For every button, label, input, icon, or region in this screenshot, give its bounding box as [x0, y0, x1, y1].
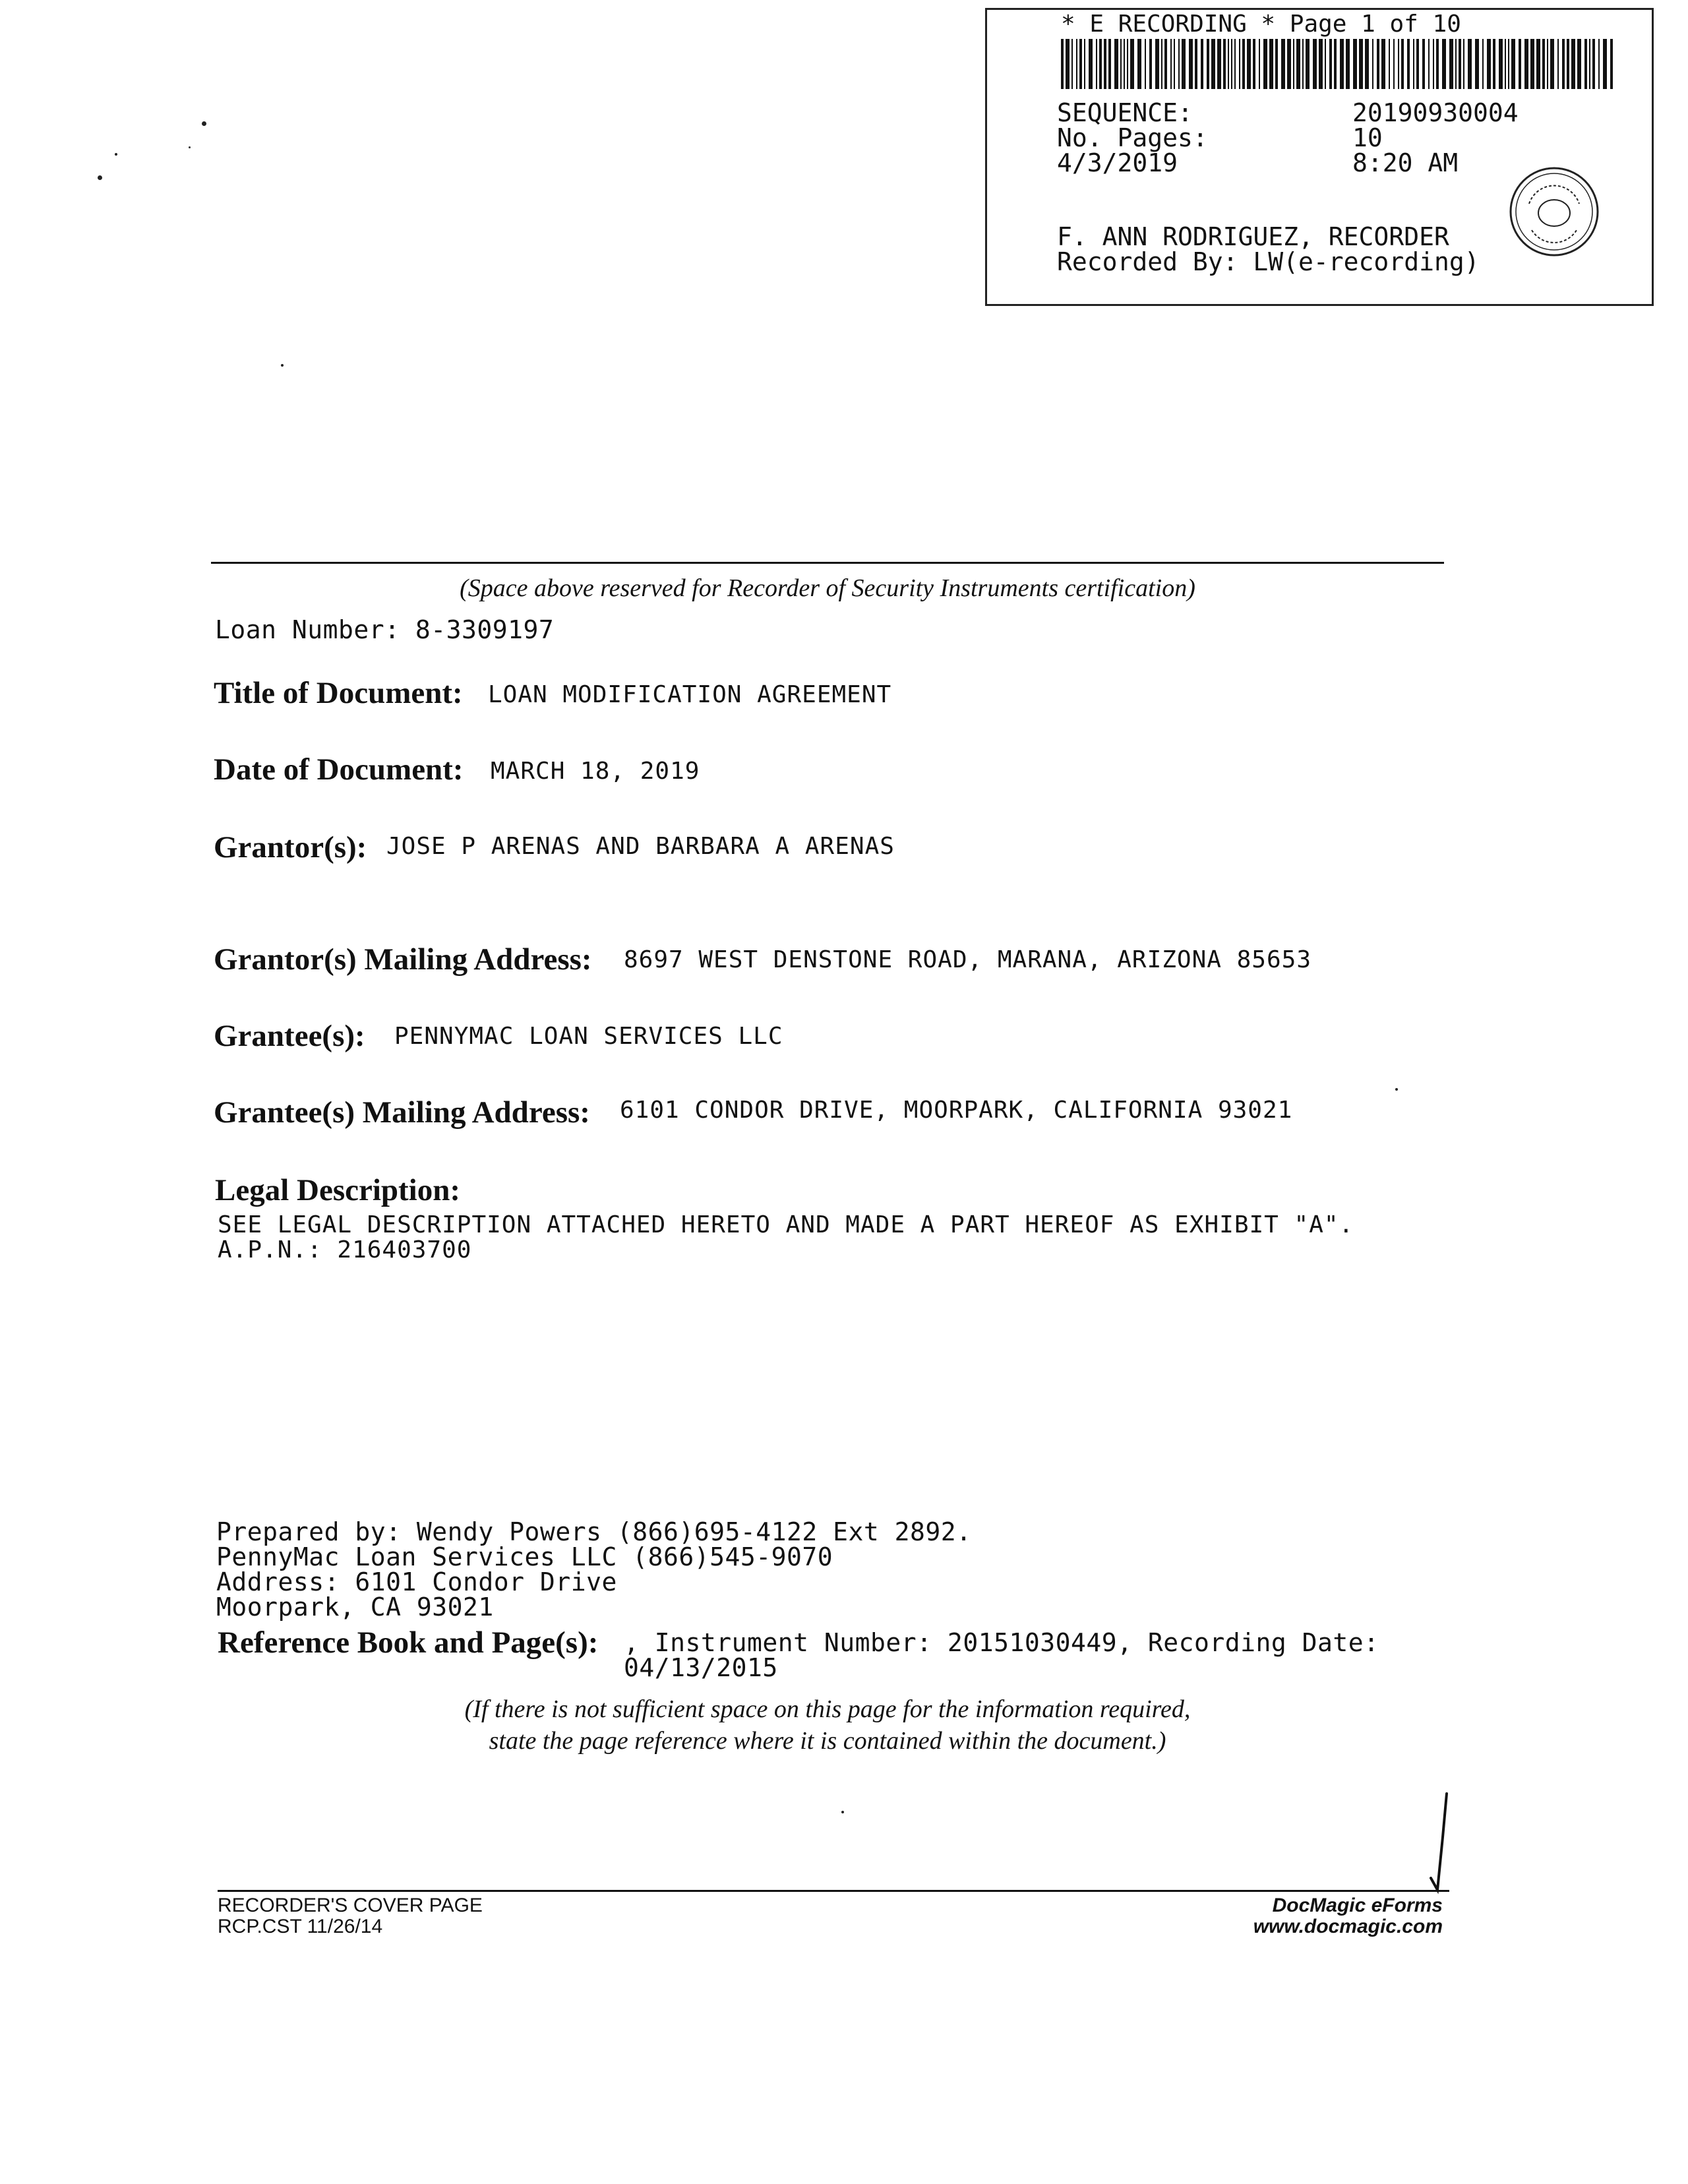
barcode-bar [1145, 39, 1146, 89]
barcode-bar [1164, 39, 1167, 89]
insufficient-space-note-1: (If there is not sufficient space on this page for the information required, [464, 1695, 1191, 1723]
docmagic-logo: DocMagic eForms [1272, 1895, 1443, 1916]
insufficient-space-note-2: state the page reference where it is contained within the document.) [489, 1727, 1166, 1755]
barcode-bar [1550, 39, 1554, 89]
scan-speck [281, 364, 284, 367]
barcode-bar [1610, 39, 1613, 89]
barcode-bar [1170, 39, 1172, 89]
barcode-bar [1211, 39, 1215, 89]
stamp-header: * E RECORDING * Page 1 of 10 [1061, 11, 1461, 38]
checkmark-icon [1418, 1791, 1457, 1896]
barcode-bar [1577, 39, 1581, 89]
barcode-bar [1287, 39, 1291, 89]
reserved-space-note: (Space above reserved for Recorder of Security Instruments certification) [460, 574, 1195, 602]
barcode-bar [1589, 39, 1590, 89]
barcode-bar [1401, 39, 1404, 89]
barcode-bar [1302, 39, 1304, 89]
barcode-bar [1334, 39, 1337, 89]
barcode-bar [1217, 39, 1221, 89]
scan-speck [189, 146, 191, 148]
barcode-bar [1096, 39, 1097, 89]
barcode-bar [1275, 39, 1278, 89]
footer-divider [218, 1890, 1449, 1892]
title-label: Title of Document: [214, 676, 463, 710]
barcode-bar [1329, 39, 1332, 89]
sequence-value: 20190930004 [1352, 98, 1519, 127]
apn: A.P.N.: 216403700 [218, 1236, 472, 1263]
barcode-bar [1468, 39, 1472, 89]
grantee-address-label: Grantee(s) Mailing Address: [214, 1095, 590, 1130]
barcode-bar [1567, 39, 1569, 89]
barcode-bar [1061, 39, 1064, 89]
barcode-bar [1487, 39, 1491, 89]
barcode-bar [1340, 39, 1344, 89]
barcode-bar [1422, 39, 1425, 89]
date-label: Date of Document: [214, 752, 464, 787]
loan-number: Loan Number: 8-3309197 [215, 615, 555, 644]
barcode-bar [1346, 39, 1350, 89]
barcode-bar [1161, 39, 1162, 89]
barcode-bar [1542, 39, 1545, 89]
barcode-bar [1505, 39, 1506, 89]
scan-speck [98, 175, 102, 180]
barcode-bar [1242, 39, 1245, 89]
barcode-bar [1223, 39, 1226, 89]
barcode-bar [1120, 39, 1122, 89]
barcode-bar [1416, 39, 1419, 89]
barcode [1061, 39, 1616, 89]
barcode-bar [1079, 39, 1082, 89]
barcode-bar [1372, 39, 1373, 89]
barcode-bar [1508, 39, 1509, 89]
barcode-bar [1084, 39, 1085, 89]
barcode-bar [1482, 39, 1484, 89]
scan-speck [841, 1811, 844, 1813]
barcode-bar [1389, 39, 1390, 89]
barcode-bar [1603, 39, 1607, 89]
barcode-bar [1359, 39, 1363, 89]
barcode-bar [1130, 39, 1134, 89]
recording-stamp [985, 8, 1654, 306]
pages-value: 10 [1352, 123, 1383, 152]
barcode-bar [1182, 39, 1186, 89]
grantee-label: Grantee(s): [214, 1019, 365, 1053]
barcode-bar [1413, 39, 1414, 89]
barcode-bar [1393, 39, 1395, 89]
barcode-bar [1398, 39, 1399, 89]
barcode-bar [1319, 39, 1323, 89]
barcode-bar [1377, 39, 1379, 89]
barcode-bar [1259, 39, 1260, 89]
barcode-bar [1155, 39, 1159, 89]
pages-label: No. Pages: [1057, 123, 1208, 152]
barcode-bar [1127, 39, 1128, 89]
sequence-label: SEQUENCE: [1057, 98, 1193, 127]
title-value: LOAN MODIFICATION AGREEMENT [488, 681, 892, 708]
barcode-bar [1459, 39, 1461, 89]
barcode-bar [1519, 39, 1521, 89]
barcode-bar [1247, 39, 1251, 89]
barcode-bar [1253, 39, 1255, 89]
barcode-bar [1231, 39, 1232, 89]
barcode-bar [1174, 39, 1175, 89]
reference-date: 04/13/2015 [624, 1653, 778, 1682]
preparer-company: PennyMac Loan Services LLC (866)545-9070 [216, 1542, 833, 1571]
barcode-bar [1137, 39, 1141, 89]
barcode-bar [1381, 39, 1385, 89]
barcode-bar [1269, 39, 1273, 89]
barcode-bar [1076, 39, 1077, 89]
barcode-bar [1530, 39, 1534, 89]
barcode-bar [1592, 39, 1595, 89]
barcode-bar [1108, 39, 1111, 89]
grantor-value: JOSE P ARENAS AND BARBARA A ARENAS [386, 833, 895, 860]
barcode-bar [1433, 39, 1434, 89]
barcode-bar [1511, 39, 1515, 89]
scan-speck [1395, 1088, 1398, 1091]
barcode-bar [1293, 39, 1294, 89]
grantor-label: Grantor(s): [214, 830, 367, 864]
barcode-bar [1089, 39, 1093, 89]
barcode-bar [1449, 39, 1453, 89]
scan-speck [202, 121, 206, 126]
barcode-bar [1071, 39, 1073, 89]
barcode-bar [1428, 39, 1430, 89]
legal-description-label: Legal Description: [215, 1173, 461, 1207]
docmagic-url: www.docmagic.com [1253, 1916, 1443, 1937]
barcode-bar [1195, 39, 1197, 89]
barcode-bar [1499, 39, 1503, 89]
grantor-address-label: Grantor(s) Mailing Address: [214, 942, 592, 977]
reference-value: , Instrument Number: 20151030449, Recording Date: [624, 1628, 1379, 1657]
barcode-bar [1234, 39, 1236, 89]
scan-speck [115, 153, 117, 156]
barcode-bar [1475, 39, 1479, 89]
footer-form-name: RECORDER'S COVER PAGE [218, 1895, 483, 1916]
barcode-bar [1524, 39, 1528, 89]
barcode-bar [1442, 39, 1446, 89]
barcode-bar [1365, 39, 1369, 89]
barcode-bar [1263, 39, 1267, 89]
barcode-bar [1562, 39, 1565, 89]
barcode-bar [1557, 39, 1559, 89]
barcode-bar [1281, 39, 1285, 89]
county-seal-icon [1507, 164, 1602, 259]
barcode-bar [1353, 39, 1357, 89]
barcode-bar [1296, 39, 1300, 89]
barcode-bar [1598, 39, 1600, 89]
barcode-bar [1493, 39, 1495, 89]
barcode-bar [1149, 39, 1152, 89]
barcode-bar [1306, 39, 1310, 89]
recording-date: 4/3/2019 [1057, 148, 1178, 177]
barcode-bar [1571, 39, 1575, 89]
barcode-bar [1313, 39, 1317, 89]
barcode-bar [1455, 39, 1457, 89]
barcode-bar [1114, 39, 1118, 89]
grantor-address-value: 8697 WEST DENSTONE ROAD, MARANA, ARIZONA 85653 [624, 946, 1311, 973]
prepared-by: Prepared by: Wendy Powers (866)695-4122 Ext 2892. [216, 1517, 972, 1546]
barcode-bar [1178, 39, 1180, 89]
barcode-bar [1066, 39, 1070, 89]
barcode-bar [1201, 39, 1203, 89]
barcode-bar [1124, 39, 1125, 89]
barcode-bar [1584, 39, 1587, 89]
barcode-bar [1463, 39, 1464, 89]
reference-label: Reference Book and Page(s): [218, 1625, 599, 1660]
recorder-name: F. ANN RODRIGUEZ, RECORDER [1057, 222, 1449, 251]
date-value: MARCH 18, 2019 [491, 758, 700, 785]
preparer-address: Address: 6101 Condor Drive [216, 1567, 617, 1596]
barcode-bar [1239, 39, 1240, 89]
grantee-address-value: 6101 CONDOR DRIVE, MOORPARK, CALIFORNIA 93021 [620, 1097, 1293, 1124]
barcode-bar [1189, 39, 1193, 89]
barcode-bar [1436, 39, 1439, 89]
barcode-bar [1536, 39, 1540, 89]
barcode-bar [1547, 39, 1548, 89]
recording-time: 8:20 AM [1352, 148, 1459, 177]
preparer-city: Moorpark, CA 93021 [216, 1592, 494, 1622]
recorded-by: Recorded By: LW(e-recording) [1057, 247, 1480, 276]
legal-description-text: SEE LEGAL DESCRIPTION ATTACHED HERETO AND MADE A PART HEREOF AS EXHIBIT "A". [218, 1211, 1354, 1238]
barcode-bar [1407, 39, 1410, 89]
barcode-bar [1099, 39, 1102, 89]
grantee-value: PENNYMAC LOAN SERVICES LLC [394, 1023, 783, 1050]
barcode-bar [1325, 39, 1326, 89]
barcode-bar [1228, 39, 1229, 89]
barcode-bar [1207, 39, 1209, 89]
footer-form-code: RCP.CST 11/26/14 [218, 1916, 383, 1937]
barcode-bar [1104, 39, 1106, 89]
reserved-space-divider [211, 562, 1444, 564]
